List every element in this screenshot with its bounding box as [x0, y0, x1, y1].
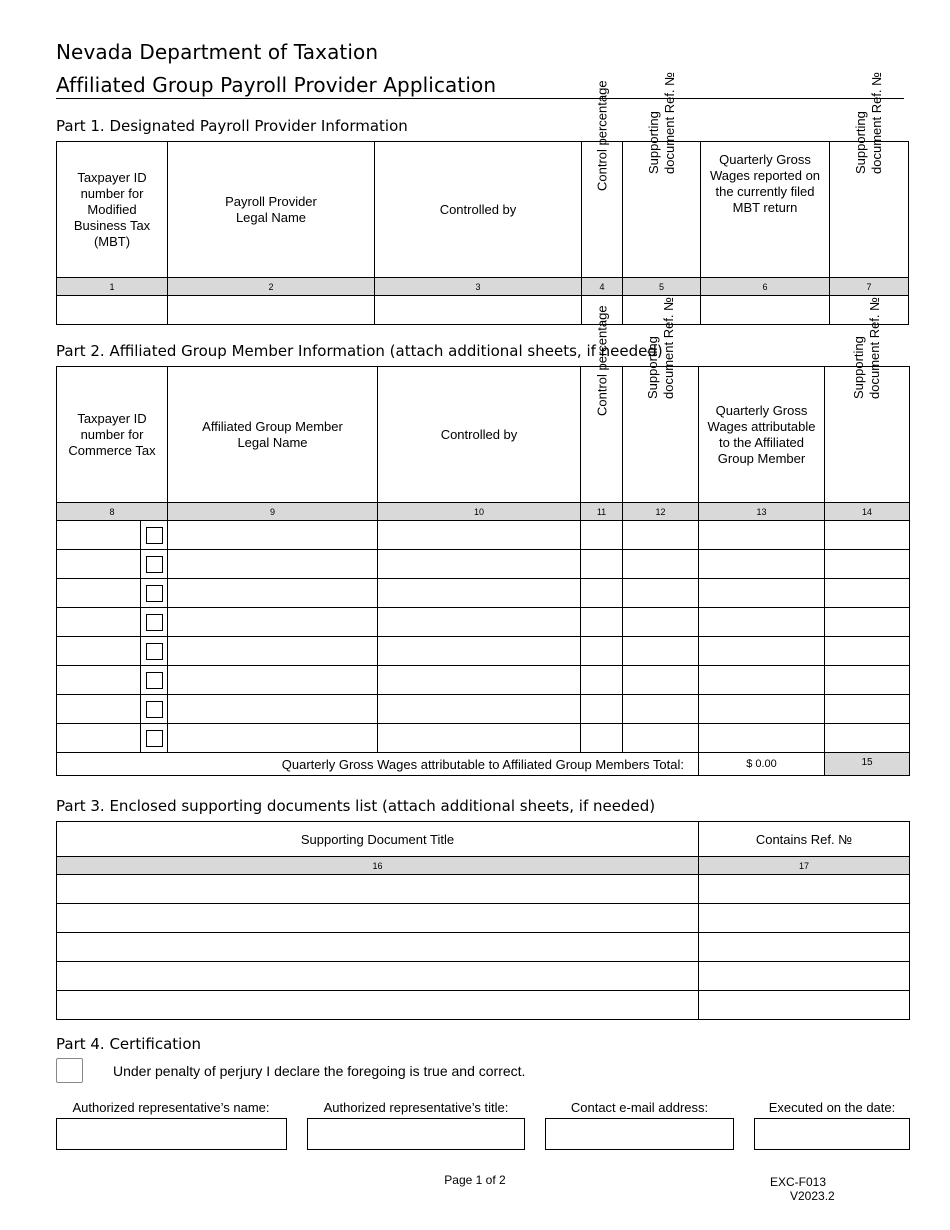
p1-col-quarterly-wages: Quarterly Gross Wages reported on the currently filed MBT return [701, 142, 830, 278]
p3-doc-row [57, 991, 910, 1020]
p2-col-member-name: Affiliated Group Member Legal Name [168, 367, 378, 503]
p2-member-row [57, 724, 910, 753]
p2-input-quarterly-wages[interactable] [699, 521, 825, 550]
p3-input-doc-title[interactable] [57, 991, 699, 1020]
p2-row-checkbox[interactable] [146, 730, 163, 747]
p3-doc-row [57, 904, 910, 933]
form-version: V2023.2 [790, 1189, 835, 1203]
p2-num: 13 [699, 503, 825, 521]
p2-row-checkbox-cell [141, 521, 168, 550]
p2-row-checkbox[interactable] [146, 614, 163, 631]
p2-input-controlled-by[interactable] [378, 608, 581, 637]
p2-input-controlled-by[interactable] [378, 521, 581, 550]
p2-member-row [57, 695, 910, 724]
p2-input-control-pct[interactable] [581, 521, 623, 550]
p1-input-provider-name[interactable] [168, 296, 375, 325]
date-input[interactable] [754, 1118, 910, 1150]
part4-heading: Part 4. Certification [56, 1035, 201, 1053]
email-label: Contact e-mail address: [570, 1100, 709, 1115]
p2-input-control-pct[interactable] [581, 666, 623, 695]
p2-input-taxpayer-id[interactable] [57, 521, 141, 550]
p2-input-taxpayer-id[interactable] [57, 608, 141, 637]
p2-input-quarterly-wages[interactable] [699, 579, 825, 608]
p2-member-row [57, 521, 910, 550]
p3-input-contains-ref[interactable] [699, 962, 910, 991]
p3-input-doc-title[interactable] [57, 933, 699, 962]
p2-input-control-pct[interactable] [581, 550, 623, 579]
p2-input-quarterly-wages[interactable] [699, 550, 825, 579]
p2-input-taxpayer-id[interactable] [57, 666, 141, 695]
p1-col-taxpayer-id: Taxpayer ID number for Modified Business Tax (MBT) [57, 142, 168, 278]
p2-input-quarterly-wages[interactable] [699, 608, 825, 637]
p1-col-support-ref-2: Supporting document Ref. № [830, 142, 909, 278]
p2-input-controlled-by[interactable] [378, 579, 581, 608]
p2-input-support-ref[interactable] [623, 637, 699, 666]
p1-col-controlled-by: Controlled by [375, 142, 582, 278]
p2-row-checkbox[interactable] [146, 527, 163, 544]
p1-col-control-pct: Control percentage [582, 142, 623, 278]
p2-input-member-name[interactable] [168, 666, 378, 695]
p2-col-controlled-by: Controlled by [378, 367, 581, 503]
p1-input-controlled-by[interactable] [375, 296, 582, 325]
p2-input-member-name[interactable] [168, 695, 378, 724]
p1-num: 2 [168, 278, 375, 296]
p2-input-control-pct[interactable] [581, 695, 623, 724]
p2-col-support-ref: Supporting document Ref. № [623, 367, 699, 503]
p2-col-quarterly-wages: Quarterly Gross Wages attributable to the Affiliated Group Member [699, 367, 825, 503]
page-number: Page 1 of 2 [444, 1173, 506, 1187]
p1-num: 4 [582, 278, 623, 296]
p2-num: 9 [168, 503, 378, 521]
p2-input-controlled-by[interactable] [378, 724, 581, 753]
p2-input-support-ref-2[interactable] [825, 695, 910, 724]
p3-doc-row [57, 933, 910, 962]
p2-total-value[interactable]: $ 0.00 [699, 753, 825, 776]
p2-input-support-ref-2[interactable] [825, 579, 910, 608]
p2-member-row [57, 637, 910, 666]
header-divider [56, 98, 904, 99]
p2-member-row [57, 579, 910, 608]
p2-row-checkbox-cell [141, 579, 168, 608]
email-input[interactable] [545, 1118, 734, 1150]
p2-col-taxpayer-id: Taxpayer ID number for Commerce Tax [57, 367, 168, 503]
p2-row-checkbox-cell [141, 666, 168, 695]
rep-name-input[interactable] [56, 1118, 287, 1150]
p2-input-control-pct[interactable] [581, 579, 623, 608]
p2-num: 14 [825, 503, 910, 521]
p2-row-checkbox-cell [141, 695, 168, 724]
p2-input-support-ref[interactable] [623, 695, 699, 724]
p2-input-member-name[interactable] [168, 637, 378, 666]
p2-row-checkbox[interactable] [146, 672, 163, 689]
p3-input-contains-ref[interactable] [699, 991, 910, 1020]
date-label: Executed on the date: [768, 1100, 896, 1115]
p2-input-taxpayer-id[interactable] [57, 550, 141, 579]
part1-heading: Part 1. Designated Payroll Provider Information [56, 117, 408, 135]
p2-input-control-pct[interactable] [581, 637, 623, 666]
p2-input-control-pct[interactable] [581, 724, 623, 753]
p2-input-taxpayer-id[interactable] [57, 695, 141, 724]
p2-input-support-ref-2[interactable] [825, 666, 910, 695]
p2-input-support-ref[interactable] [623, 550, 699, 579]
p2-num: 11 [581, 503, 623, 521]
p3-input-contains-ref[interactable] [699, 933, 910, 962]
p3-col-doc-title: Supporting Document Title [57, 822, 699, 857]
p2-member-row [57, 550, 910, 579]
p2-num: 10 [378, 503, 581, 521]
form-title: Affiliated Group Payroll Provider Application [56, 73, 497, 97]
p2-row-checkbox-cell [141, 724, 168, 753]
p2-row-checkbox[interactable] [146, 556, 163, 573]
p3-num: 16 [57, 857, 699, 875]
p2-input-support-ref-2[interactable] [825, 608, 910, 637]
p2-row-checkbox[interactable] [146, 643, 163, 660]
p3-doc-row [57, 875, 910, 904]
p2-row-checkbox-cell [141, 637, 168, 666]
p2-input-member-name[interactable] [168, 724, 378, 753]
p2-total-label: Quarterly Gross Wages attributable to Affiliated Group Members Total: [57, 753, 699, 776]
p2-input-taxpayer-id[interactable] [57, 579, 141, 608]
p2-input-controlled-by[interactable] [378, 695, 581, 724]
p2-input-member-name[interactable] [168, 550, 378, 579]
p2-col-control-pct: Control percentage [581, 367, 623, 503]
form-code: EXC-F013 [770, 1175, 827, 1189]
p2-input-control-pct[interactable] [581, 608, 623, 637]
p2-row-checkbox[interactable] [146, 585, 163, 602]
p2-col-support-ref-2: Supporting document Ref. № [825, 367, 910, 503]
p2-input-quarterly-wages[interactable] [699, 695, 825, 724]
p1-num: 3 [375, 278, 582, 296]
p2-input-controlled-by[interactable] [378, 550, 581, 579]
p3-input-contains-ref[interactable] [699, 904, 910, 933]
part3-table [56, 821, 910, 1020]
p2-input-support-ref[interactable] [623, 579, 699, 608]
p1-num: 1 [57, 278, 168, 296]
p2-input-controlled-by[interactable] [378, 637, 581, 666]
p2-input-support-ref[interactable] [623, 521, 699, 550]
p2-input-quarterly-wages[interactable] [699, 724, 825, 753]
p2-num: 8 [57, 503, 168, 521]
p1-input-taxpayer-id[interactable] [57, 296, 168, 325]
p2-input-support-ref-2[interactable] [825, 550, 910, 579]
p2-input-support-ref[interactable] [623, 608, 699, 637]
p1-num: 5 [623, 278, 701, 296]
p3-doc-row [57, 962, 910, 991]
p2-input-support-ref[interactable] [623, 724, 699, 753]
p1-input-quarterly-wages[interactable] [701, 296, 830, 325]
p2-input-support-ref-2[interactable] [825, 521, 910, 550]
agency-title: Nevada Department of Taxation [56, 40, 379, 64]
p2-member-row [57, 666, 910, 695]
p1-num: 6 [701, 278, 830, 296]
p3-input-doc-title[interactable] [57, 962, 699, 991]
p3-col-contains-ref: Contains Ref. № [699, 822, 910, 857]
p1-col-provider-name: Payroll Provider Legal Name [168, 142, 375, 278]
p2-input-member-name[interactable] [168, 608, 378, 637]
p2-input-quarterly-wages[interactable] [699, 637, 825, 666]
p3-input-doc-title[interactable] [57, 875, 699, 904]
p2-total-number: 15 [825, 753, 910, 776]
part3-heading: Part 3. Enclosed supporting documents list (attach additional sheets, if needed) [56, 797, 656, 815]
p1-col-support-ref: Supporting document Ref. № [623, 142, 701, 278]
p2-input-support-ref[interactable] [623, 666, 699, 695]
rep-title-input[interactable] [307, 1118, 525, 1150]
p2-input-support-ref-2[interactable] [825, 724, 910, 753]
p2-row-checkbox[interactable] [146, 701, 163, 718]
certify-checkbox[interactable] [56, 1058, 83, 1083]
p2-member-row [57, 608, 910, 637]
p2-row-checkbox-cell [141, 608, 168, 637]
p2-input-quarterly-wages[interactable] [699, 666, 825, 695]
p2-input-controlled-by[interactable] [378, 666, 581, 695]
p2-input-member-name[interactable] [168, 521, 378, 550]
p2-input-taxpayer-id[interactable] [57, 637, 141, 666]
p3-input-doc-title[interactable] [57, 904, 699, 933]
rep-name-label: Authorized representative’s name: [72, 1100, 270, 1115]
p2-input-support-ref-2[interactable] [825, 637, 910, 666]
p3-input-contains-ref[interactable] [699, 875, 910, 904]
p2-num: 12 [623, 503, 699, 521]
p2-input-member-name[interactable] [168, 579, 378, 608]
p2-row-checkbox-cell [141, 550, 168, 579]
p3-num: 17 [699, 857, 910, 875]
p2-input-taxpayer-id[interactable] [57, 724, 141, 753]
certify-declaration: Under penalty of perjury I declare the foregoing is true and correct. [113, 1063, 526, 1079]
rep-title-label: Authorized representative’s title: [323, 1100, 509, 1115]
part2-heading: Part 2. Affiliated Group Member Information (attach additional sheets, if needed) [56, 342, 663, 360]
p1-num: 7 [830, 278, 909, 296]
